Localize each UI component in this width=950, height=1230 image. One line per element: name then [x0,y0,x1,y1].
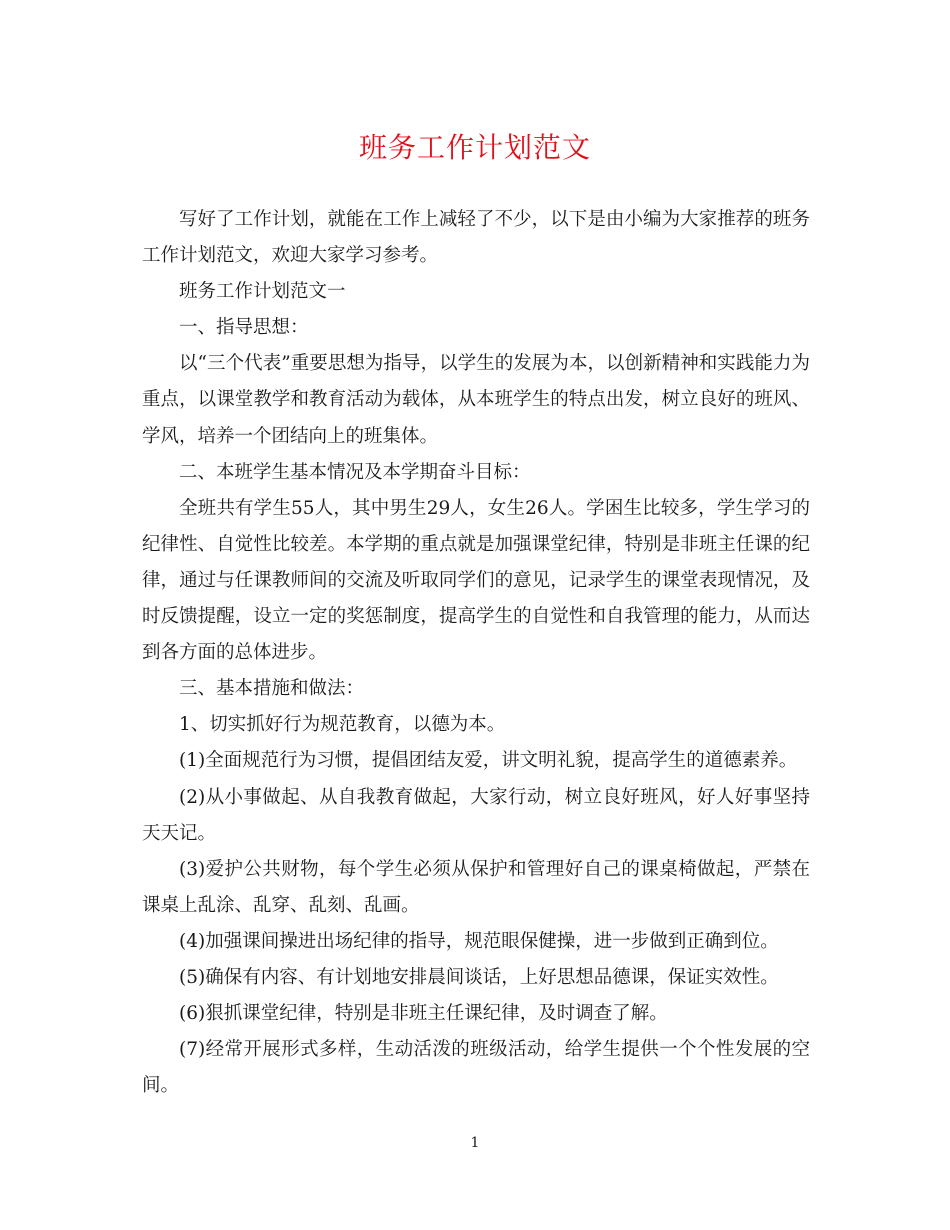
measure-subitem: (5)确保有内容、有计划地安排晨间谈话，上好思想品德课，保证实效性。 [179,966,779,988]
measure-subitem: (3)爱护公共财物，每个学生必须从保护和管理好自己的课桌椅做起，严禁在课桌上乱涂、乱穿、乱刻、乱画。 [142,858,810,916]
intro-paragraph: 写好了工作计划，就能在工作上减轻了不少，以下是由小编为大家推荐的班务工作计划范文，欢迎大家学习参考。 [142,209,810,267]
page-number: 1 [470,1135,480,1151]
paragraph-guiding-ideology: 以“三个代表”重要思想为指导，以学生的发展为本，以创新精神和实践能力为重点，以课堂教学和教育活动为载体，从本班学生的特点出发，树立良好的班风、学风，培养一个团结向上的班集体。 [142,353,810,447]
document-title: 班务工作计划范文 [358,131,591,164]
subheading-guiding-ideology: 一、指导思想： [179,317,309,339]
measure-subitem: (2)从小事做起、从自我教育做起，大家行动，树立良好班风，好人好事坚持天天记。 [142,786,810,844]
measure-item: 1、切实抓好行为规范教育，以德为本。 [179,714,506,736]
measure-subitem: (1)全面规范行为习惯，提倡团结友爱，讲文明礼貌，提高学生的道德素养。 [179,750,798,772]
document-body [142,202,810,1104]
section-heading: 班务工作计划范文一 [179,281,346,303]
paragraph-class-situation: 全班共有学生55人，其中男生29人，女生26人。学困生比较多，学生学习的纪律性、自觉性比较差。本学期的重点就是加强课堂纪律，特别是非班主任课的纪律，通过与任课教师间的交流及听取同学们的意见，记录学生的课堂表现情况，及时反馈提醒，设立一定的奖惩制度，提高学生的自觉性和自我管理的能力，从而达到各方面的总体进步。 [142,497,810,664]
measure-subitem: (7)经常开展形式多样，生动活泼的班级活动，给学生提供一个个性发展的空间。 [142,1039,810,1097]
subheading-measures: 三、基本措施和做法： [179,678,365,700]
subheading-class-situation: 二、本班学生基本情况及本学期奋斗目标： [179,461,531,483]
measure-subitem: (4)加强课间操进出场纪律的指导，规范眼保健操，进一步做到正确到位。 [179,930,779,952]
measure-subitem: (6)狠抓课堂纪律，特别是非班主任课纪律，及时调查了解。 [179,1003,668,1025]
